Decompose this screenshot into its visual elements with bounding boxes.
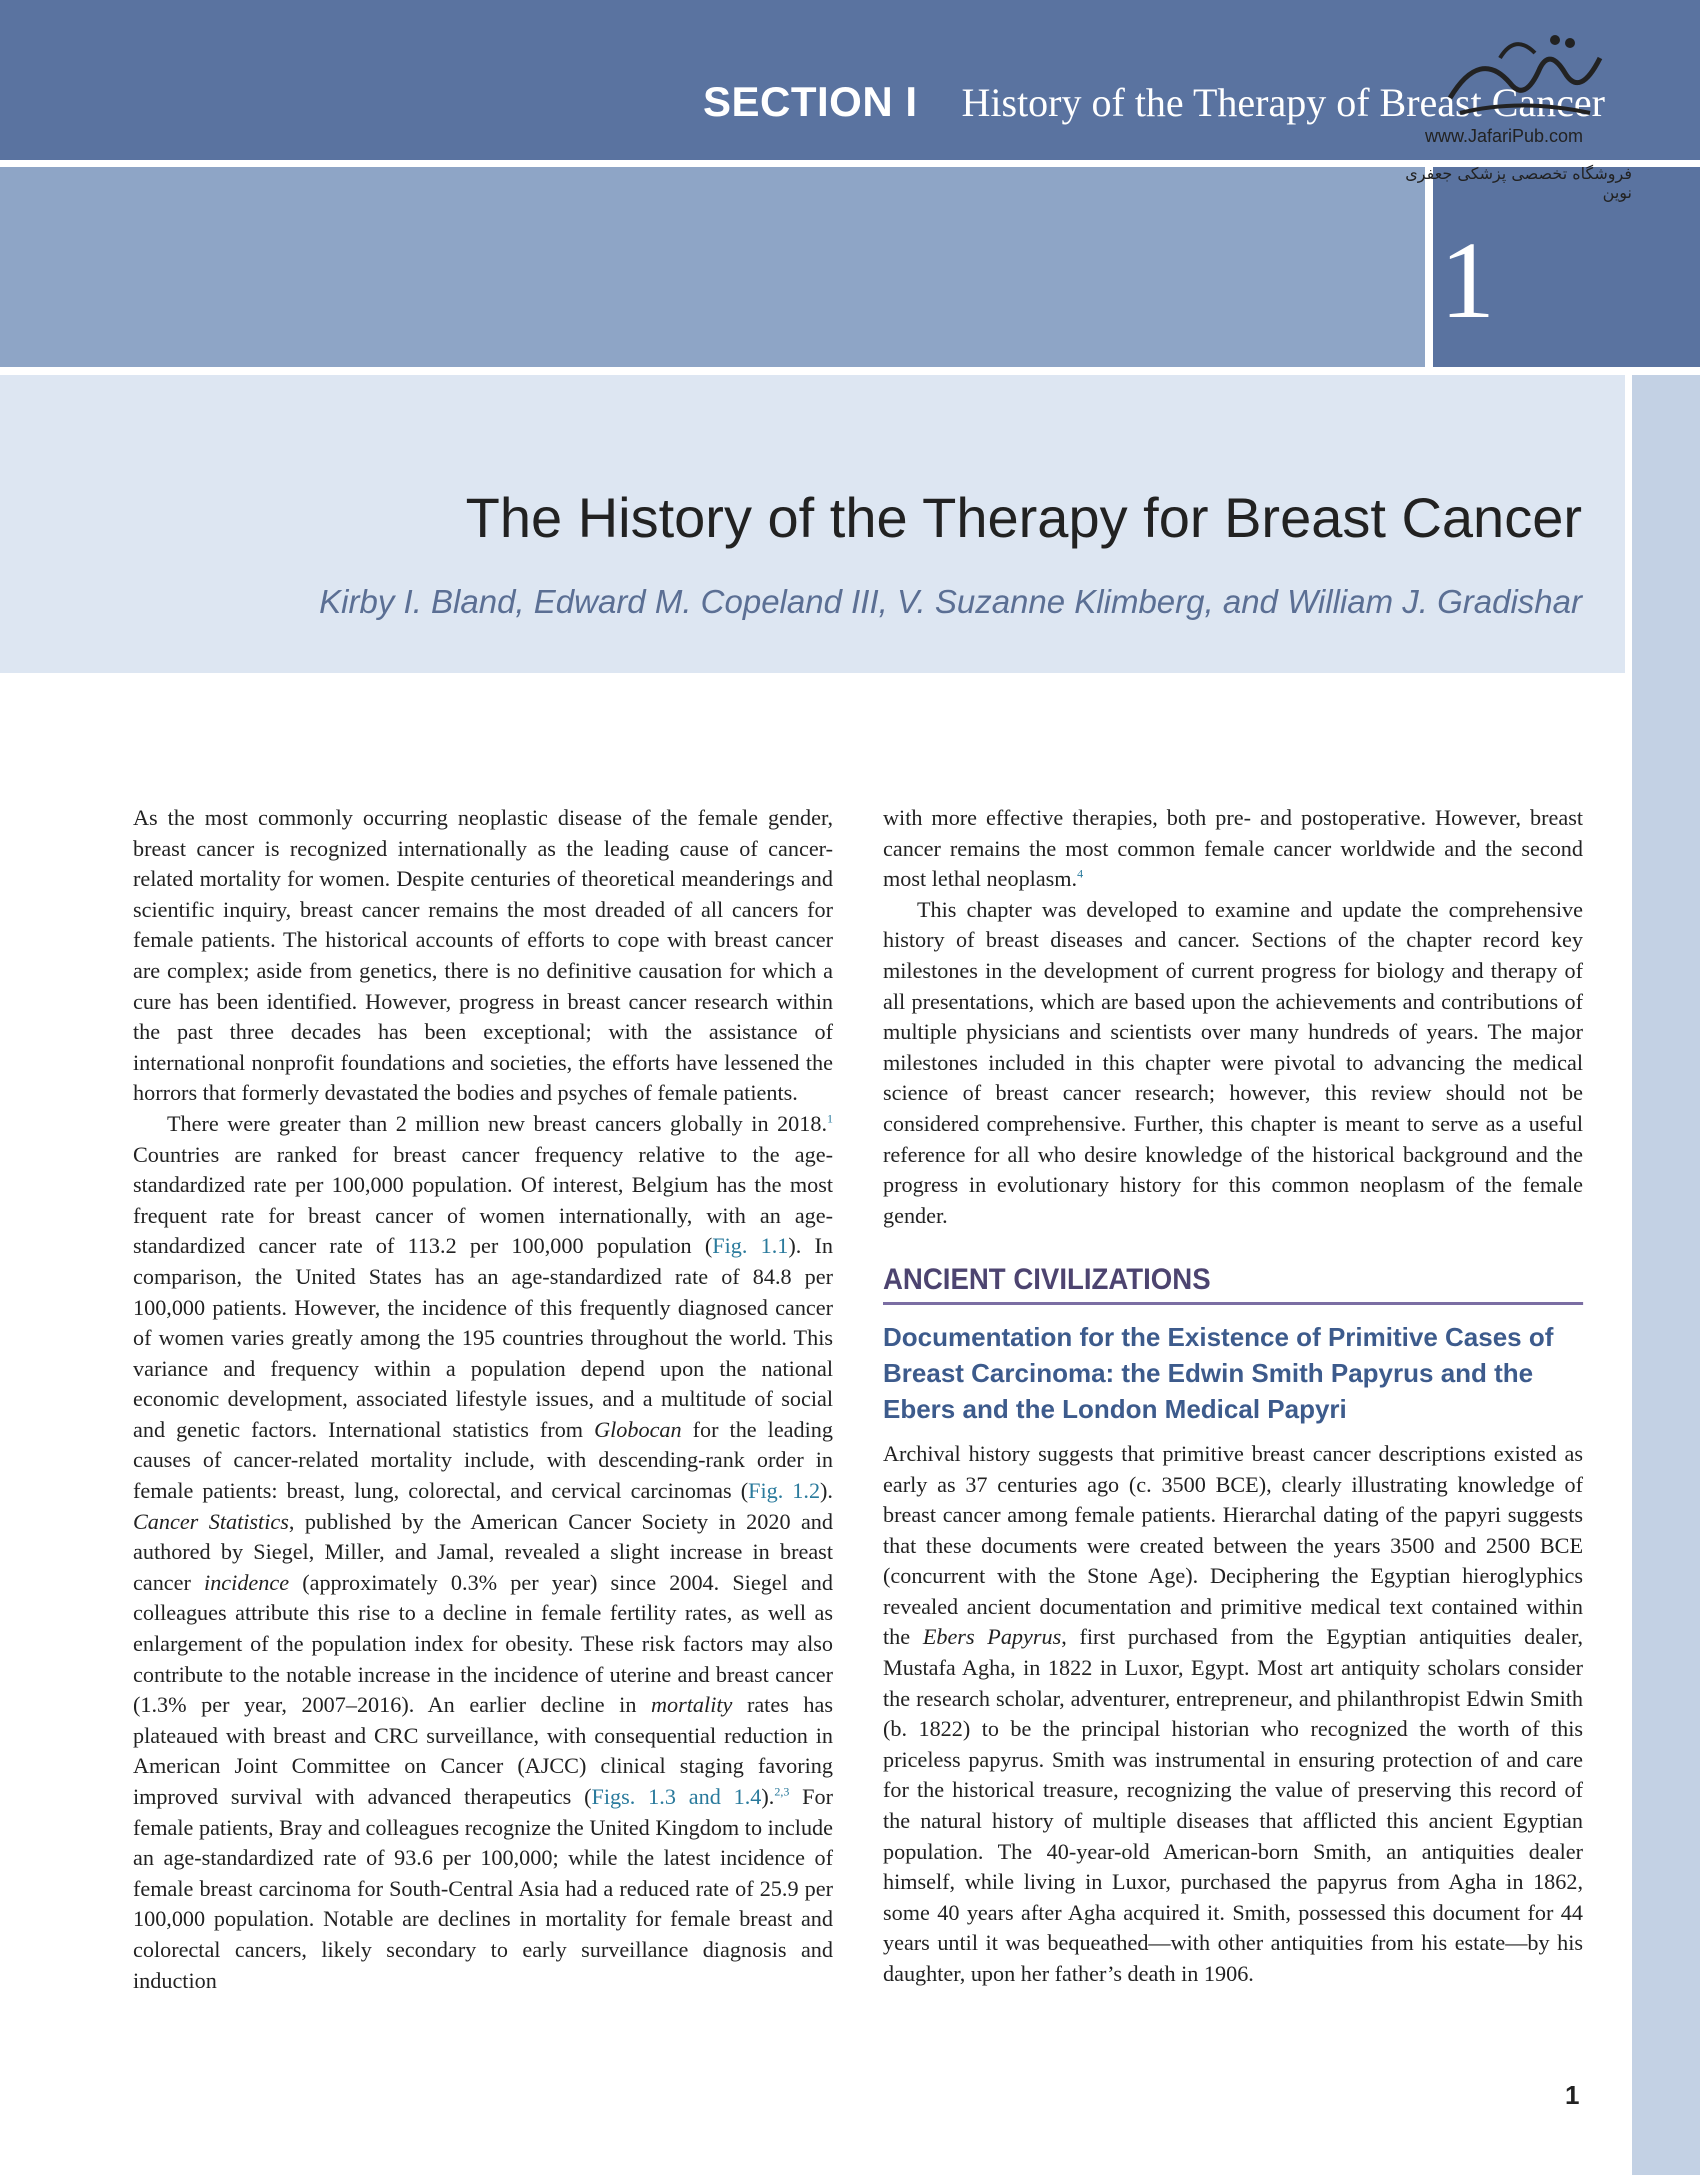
text-run-italic: incidence — [204, 1569, 290, 1595]
text-run: Countries are ranked for breast cancer frequency relative to the age-standardized rate per 100,000 population. Of interest, Belgium has the most frequent rate for breast cancer of women internationally, with an age-standardized cancer rate of 113.2 per 100,000 population ( — [133, 1141, 833, 1259]
paragraph — [883, 1439, 1583, 1990]
text-run: (approximately 0.3% per year) since 2004. Siegel and colleagues attribute this rise to a decline in female fertility rates, as well as enlargement of the population index for obesity. These risk factors may also contribute to the notable increase in the incidence of uterine and breast cancer (1.3% per year, 2007–2016). An earlier decline in — [133, 1569, 833, 1718]
text-run-italic: Globocan — [594, 1416, 682, 1442]
text-run: For female patients, Bray and colleagues recognize the United Kingdom to include an age-standardized rate of 93.6 per 100,000; while the latest incidence of female breast carcinoma for South-Central Asia had a reduced rate of 25.9 per 100,000 population. Notable are declines in mortality for female breast and colorectal cancers, likely secondary to early surveillance diagnosis and induction — [133, 1784, 833, 1993]
text-run: , published by the American Cancer Society in 2020 and authored by Siegel, Miller, and Jamal, revealed a slight increase in breast cancer — [133, 1508, 833, 1595]
citation-link[interactable]: 4 — [1077, 866, 1084, 881]
watermark — [1380, 28, 1632, 202]
citation-link[interactable]: 2,3 — [774, 1784, 790, 1799]
paragraph: This chapter was developed to examine and update the comprehensive history of breast diseases and cancer. Sections of the chapter record key milestones in the development of current progress for biology and therapy of all presentations, which are based upon the achievements and contributions of multiple physicians and scientists over many hundreds of years. The major milestones included in this chapter were pivotal to advancing the medical science of breast cancer research; however, this review should not be considered comprehensive. Further, this chapter is meant to serve as a useful reference for all who desire knowledge of the historical background and the progress in evolutionary history for this common neoplasm of the female gender. — [883, 896, 1583, 1228]
paragraph: As the most commonly occurring neoplastic disease of the female gender, breast cancer is recognized internationally as the leading cause of cancer-related mortality for women. Despite centuries of theoretical meanderings and scientific inquiry, breast cancer remains the most dreaded of all cancers for female patients. The historical accounts of efforts to cope with breast cancer are complex; aside from genetics, there is no definitive causation for which a cure has been identified. However, progress in breast cancer research within the past three decades has been exceptional; with the assistance of international nonprofit foundations and societies, the efforts have lessened the horrors that formerly devastated the bodies and psyches of female patients. — [133, 805, 833, 1106]
text-run-italic: Ebers Papyrus — [922, 1624, 1062, 1650]
text-run: for the leading causes of cancer-related mortality include, with descending-rank order in female patients: breast, lung, colorectal, and cervical carcinomas ( — [133, 1416, 833, 1504]
text-run: with more effective therapies, both pre- and postoperative. However, breast cancer remains the most common female cancer worldwide and the second most lethal neoplasm. — [883, 805, 1583, 892]
chapter-authors: Kirby I. Bland, Edward M. Copeland III, V. Suzanne Klimberg, and William J. Gradishar — [319, 583, 1582, 620]
section-heading-ancient-civilizations: ANCIENT CIVILIZATIONS — [883, 1265, 1583, 1305]
publisher-logo-icon — [1440, 28, 1610, 123]
figure-link[interactable]: Fig. 1.1 — [712, 1233, 789, 1259]
chapter-band — [0, 167, 1425, 367]
figure-link[interactable]: Figs. 1.3 and 1.4 — [591, 1784, 762, 1809]
watermark-tagline: فروشگاه تخصصی پزشکی جعفری نوین — [1405, 164, 1632, 202]
text-run: ). In comparison, the United States has an age-standardized rate of 84.8 per 100,000 patients. However, the incidence of this frequently diagnosed cancer of women varies greatly among the 195 countries throughout the world. This variance and frequency within a population depend upon the national economic development, associated lifestyle issues, and a multitude of social and genetic factors. International statistics from — [133, 1233, 833, 1442]
page-number: 1 — [1565, 2080, 1580, 2110]
subsection-heading: Documentation for the Existence of Primitive Cases of Breast Carcinoma: the Edwin Smith Papyrus and the Ebers and the London Medical Papyri — [883, 1321, 1554, 1424]
text-run: Archival history suggests that primitive breast cancer descriptions existed as early as 37 centuries ago (c. 3500 BCE), clearly illustrating knowledge of breast cancer among female patients. Hierarchal dating of the papyri suggests that these documents were created between the years 3500 and 2500 BCE (concurrent with the Stone Age). Deciphering the Egyptian hieroglyphics revealed ancient documentation and primitive medical text contained within the — [883, 1440, 1583, 1650]
text-run-italic: Cancer Statistics — [133, 1508, 289, 1534]
section-title: History of the Therapy of Breast Cancer — [961, 80, 1605, 125]
text-run: ). — [761, 1784, 775, 1809]
chapter-number: 1 — [1440, 219, 1495, 341]
figure-link[interactable]: Fig. 1.2 — [748, 1478, 821, 1504]
text-run-italic: mortality — [651, 1692, 733, 1718]
side-strip — [1632, 375, 1700, 2175]
text-run: ). — [820, 1478, 833, 1504]
section-label: SECTION I — [702, 78, 918, 125]
text-run: There were greater than 2 million new breast cancers globally in 2018. — [167, 1110, 827, 1136]
citation-link[interactable]: 1 — [827, 1111, 833, 1126]
text-run: rates has plateaued with breast and CRC surveillance, with consequential reduction in American Joint Committee on Cancer (AJCC) clinical staging favoring improved survival with advanced therapeutics ( — [133, 1692, 833, 1809]
watermark-url: www.JafariPub.com — [1425, 126, 1584, 146]
text-run: , first purchased from the Egyptian antiquities dealer, Mustafa Agha, in 1822 in Luxor, Egypt. Most art antiquity scholars consider the research scholar, adventurer, entrepreneur, and philanthropist Edwin Smith (b. 1822) to be the principal historian who recognized the worth of this priceless papyrus. Smith was instrumental in ensuring protection of and care for the historical treasure, recognizing the value of preserving this record of the natural history of multiple diseases that afflicted this ancient Egyptian population. The 40-year-old American-born Smith, an antiquities dealer himself, while living in Luxor, purchased the papyrus from Agha in 1862, some 40 years after Agha acquired it. Smith, possessed this document for 44 years until it was bequeathed—with other antiquities from his estate—by his daughter, upon her father’s death in 1906. — [883, 1624, 1583, 1986]
chapter-title: The History of the Therapy for Breast Cancer — [465, 486, 1582, 549]
right-column — [883, 803, 1583, 1990]
paragraph — [133, 1109, 833, 1996]
left-column — [133, 803, 833, 1996]
paragraph — [883, 803, 1583, 895]
